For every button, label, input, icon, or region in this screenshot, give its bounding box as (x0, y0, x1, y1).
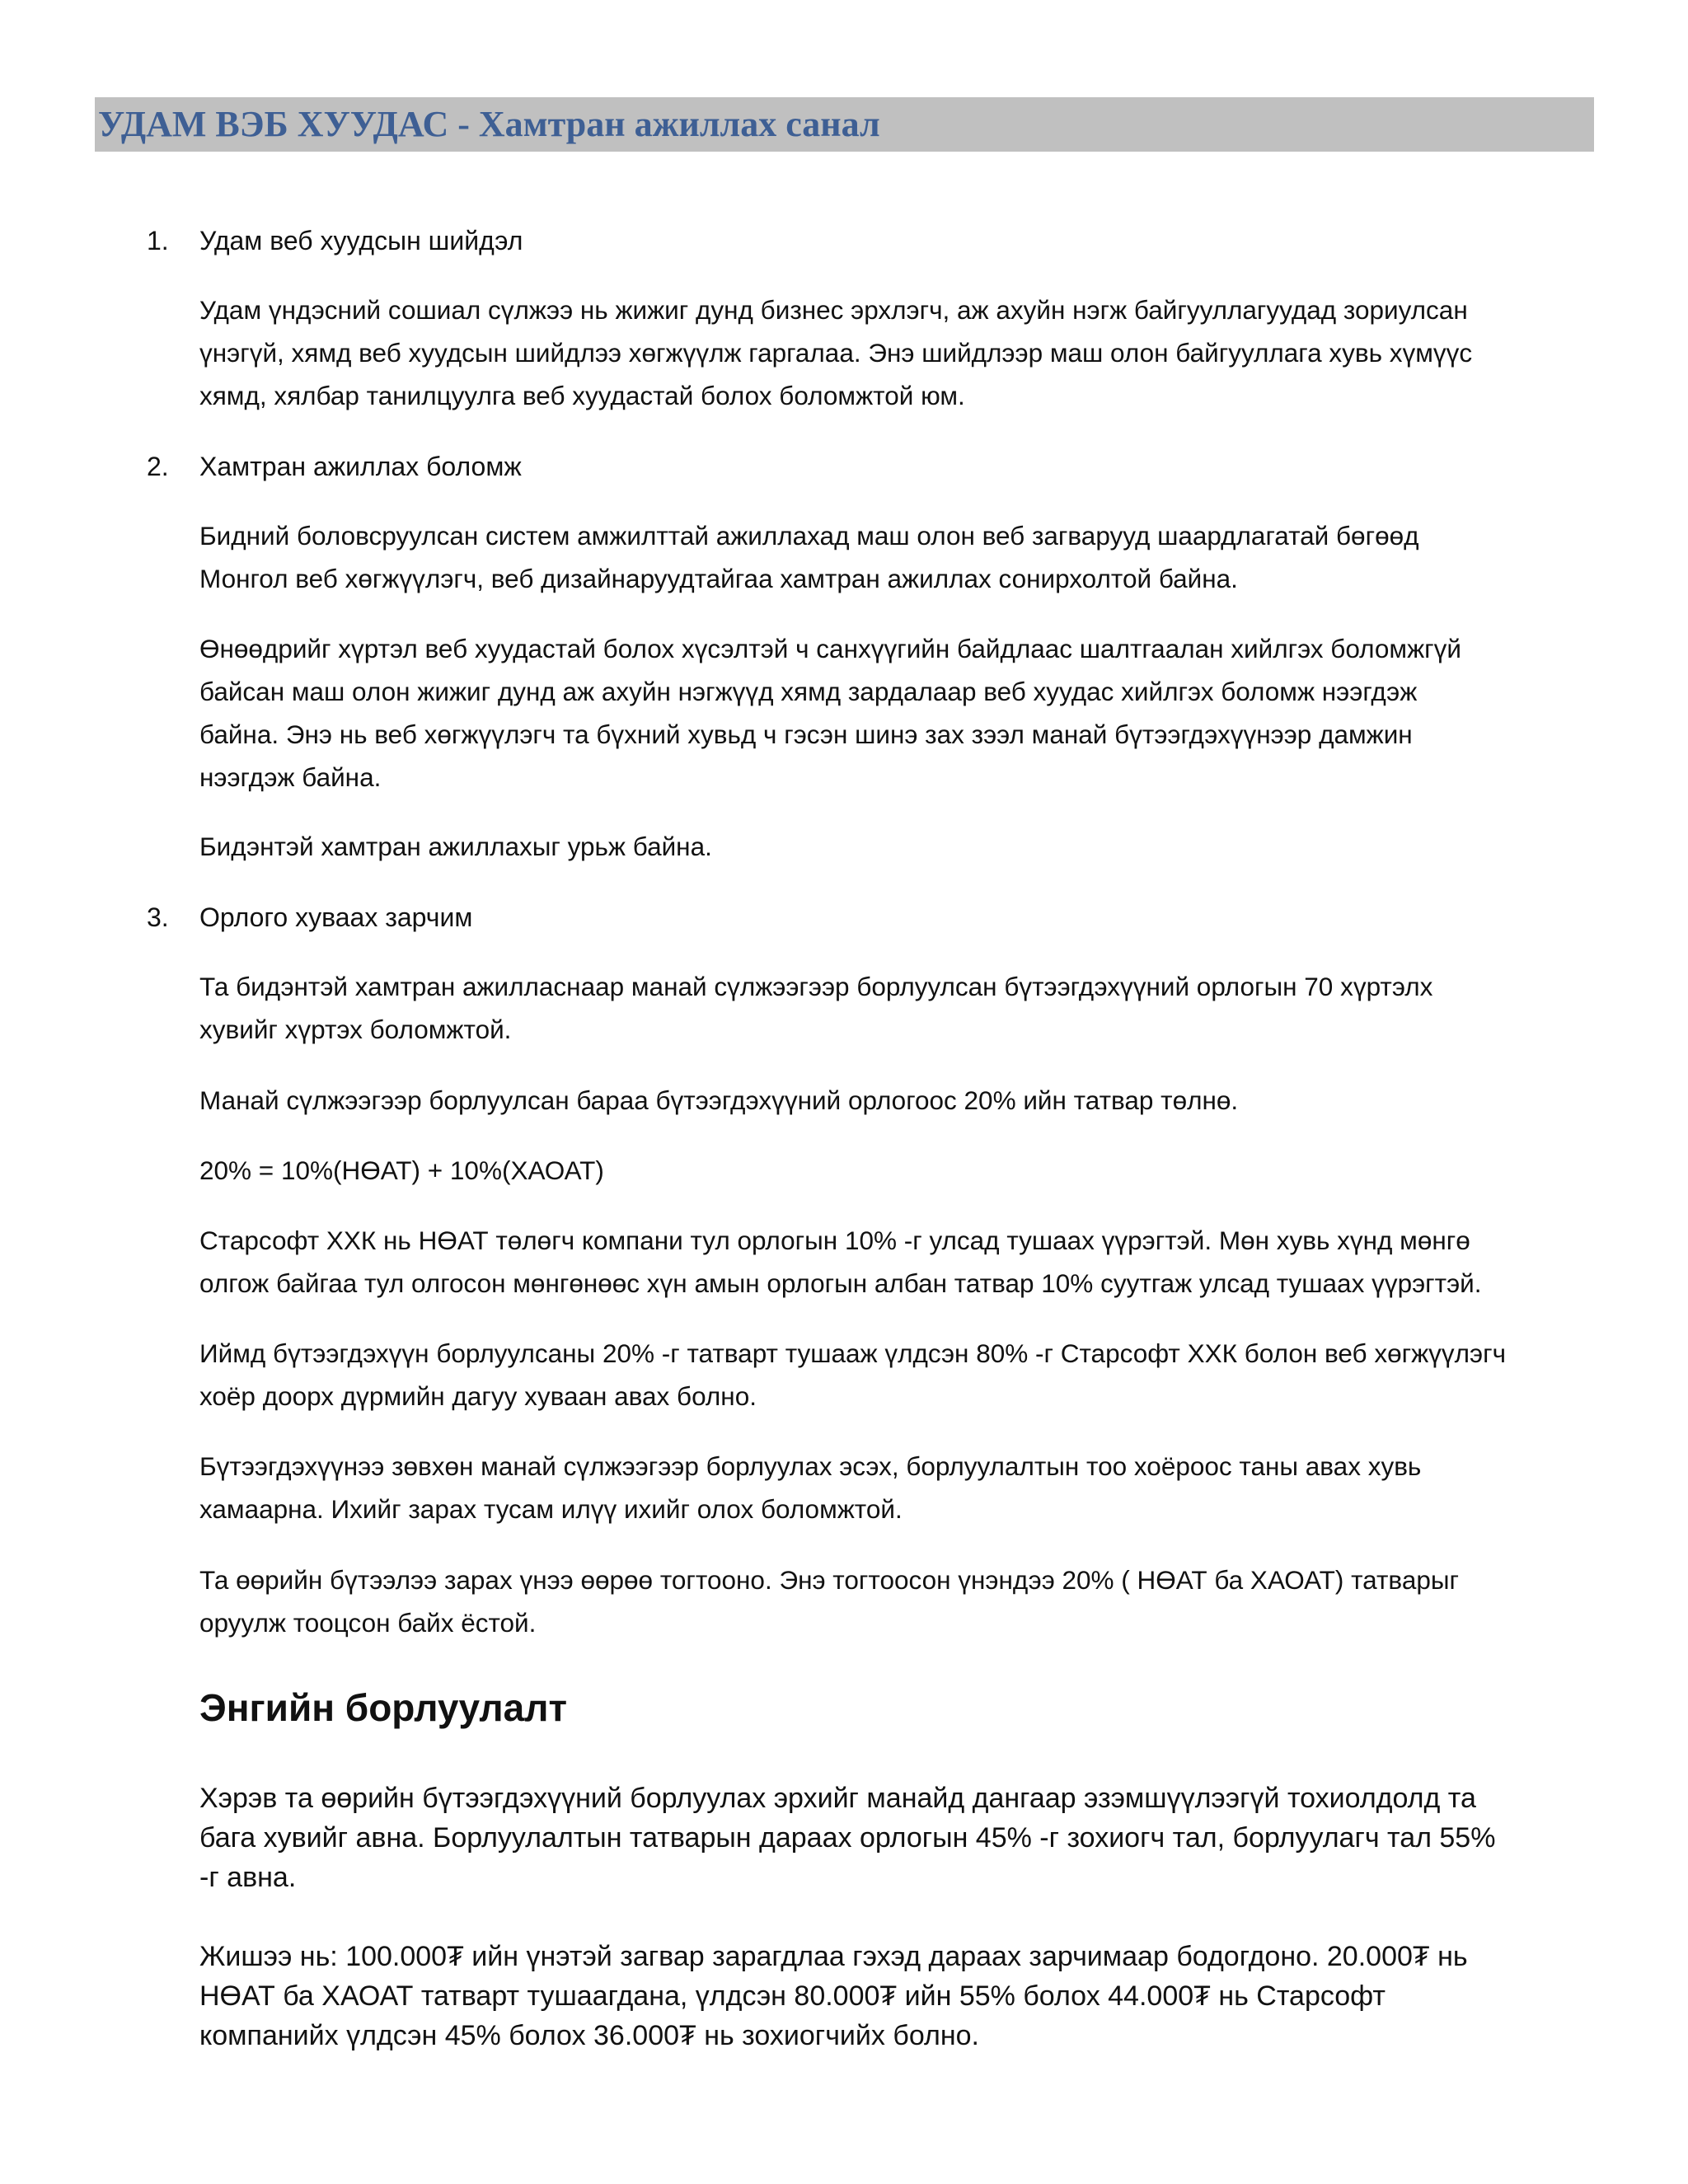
page-title: УДАМ ВЭБ ХУУДАС - Хамтран ажиллах санал (98, 104, 880, 144)
text-line: -г авна. (199, 1862, 297, 1893)
paragraph (199, 1079, 1601, 1122)
section-number: 3. (147, 902, 169, 932)
text-line: Бүтээгдэхүүнээ зөвхөн манай сүлжээгээр борлуулах эсэх, борлуулалтын тоо хоёроос таны авах хувь (199, 1451, 1422, 1481)
paragraph (199, 1937, 1617, 2055)
text-line: бага хувийг авна. Борлуулалтын татварын дараах орлогын 45% -г зохиогч тал, борлуулагч тал 55% (199, 1822, 1496, 1854)
paragraph (199, 1445, 1601, 1530)
text-line: хоёр доорх дүрмийн дагуу хуваан авах болно. (199, 1381, 757, 1411)
text-line: Жишээ нь: 100.000₮ ийн үнэтэй загвар зарагдлаа гэхэд дараах зарчимаар бодогдоно. 20.000₮ нь (199, 1941, 1468, 1972)
paragraph (199, 1558, 1601, 1644)
paragraph (199, 1149, 1601, 1192)
text-line: үнэгүй, хямд веб хуудсын шийдлээ хөгжүүлж гаргалаа. Энэ шийдлээр маш олон байгууллага хувь хүмүүс (199, 338, 1473, 368)
text-line: хувийг хүртэх боломжтой. (199, 1015, 512, 1044)
text-line: олгож байгаа тул олгосон мөнгөнөөс хүн амын орлогын албан татвар 10% суутгаж улсад тушаах үүрэгтэй. (199, 1268, 1482, 1298)
text-line: байна. Энэ нь веб хөгжүүлэгч та бүхний хувьд ч гэсэн шинэ зах зээл манай бүтээгдэхүүнээр дамжин (199, 719, 1413, 749)
section-heading: Орлого хуваах зарчим (199, 902, 473, 932)
paragraph (199, 514, 1601, 600)
text-line: Старсофт ХХК нь НӨАТ төлөгч компани тул орлогын 10% -г улсад тушаах үүрэгтэй. Мөн хувь хүнд мөнгө (199, 1226, 1470, 1255)
section-heading: Хамтран ажиллах боломж (199, 452, 522, 481)
text-line: Хэрэв та өөрийн бүтээгдэхүүний борлуулах эрхийг манайд дангаар эзэмшүүлээгүй тохиолдолд та (199, 1783, 1476, 1814)
text-line: Монгол веб хөгжүүлэгч, веб дизайнаруудтайгаа хамтран ажиллах сонирхолтой байна. (199, 564, 1238, 593)
text-line: Иймд бүтээгдэхүүн борлуулсаны 20% -г татварт тушааж үлдсэн 80% -г Старсофт ХХК болон веб хөгжүүлэгч (199, 1338, 1507, 1368)
subsection-heading: Энгийн борлуулалт (199, 1686, 567, 1729)
paragraph (199, 965, 1601, 1051)
section-number: 2. (147, 452, 169, 481)
paragraph (199, 627, 1601, 799)
section-number: 1. (147, 226, 169, 255)
text-line: байсан маш олон жижиг дунд аж ахуйн нэгжүүд хямд зардалаар веб хуудас хийлгэх боломж нээгдэж (199, 677, 1418, 706)
paragraph (199, 288, 1601, 417)
section-heading: Удам веб хуудсын шийдэл (199, 226, 523, 255)
text-line: нээгдэж байна. (199, 762, 382, 792)
text-line: Та бидэнтэй хамтран ажилласнаар манай сүлжээгээр борлуулсан бүтээгдэхүүний орлогын 70 хүртэлх (199, 972, 1433, 1001)
text-line: хамаарна. Ихийг зарах тусам илүү ихийг олох боломжтой. (199, 1494, 903, 1524)
paragraph (199, 1219, 1601, 1305)
paragraph (199, 1779, 1617, 1897)
text-line: оруулж тооцсон байх ёстой. (199, 1608, 537, 1638)
text-line: Удам үндэсний сошиал сүлжээ нь жижиг дунд бизнес эрхлэгч, аж ахуйн нэгж байгууллагуудад зориулсан (199, 295, 1468, 325)
text-line: Та өөрийн бүтээлээ зарах үнээ өөрөө тогтооно. Энэ тогтоосон үнэндээ 20% ( НӨАТ ба ХАОАТ) татварыг (199, 1565, 1459, 1595)
text-line: компанийх үлдсэн 45% болох 36.000₮ нь зохиогчийх болно. (199, 2020, 979, 2051)
text-line: Бидэнтэй хамтран ажиллахыг урьж байна. (199, 832, 712, 861)
text-line: 20% = 10%(НӨАТ) + 10%(ХАОАТ) (199, 1155, 604, 1185)
text-line: НӨАТ ба ХАОАТ татварт тушаагдана, үлдсэн 80.000₮ ийн 55% болох 44.000₮ нь Старсофт (199, 1980, 1386, 2012)
text-line: Бидний боловсруулсан систем амжилттай ажиллахад маш олон веб загварууд шаардлагатай бөгөөд (199, 521, 1419, 551)
text-line: Өнөөдрийг хүртэл веб хуудастай болох хүсэлтэй ч санхүүгийн байдлаас шалтгаалан хийлгэх боломжгүй (199, 634, 1461, 663)
paragraph (199, 1332, 1601, 1418)
paragraph (199, 825, 1601, 868)
text-line: хямд, хялбар танилцуулга веб хуудастай болох боломжтой юм. (199, 381, 965, 410)
title-banner (95, 97, 1594, 152)
text-line: Манай сүлжээгээр борлуулсан бараа бүтээгдэхүүний орлогоос 20% ийн татвар төлнө. (199, 1085, 1239, 1115)
